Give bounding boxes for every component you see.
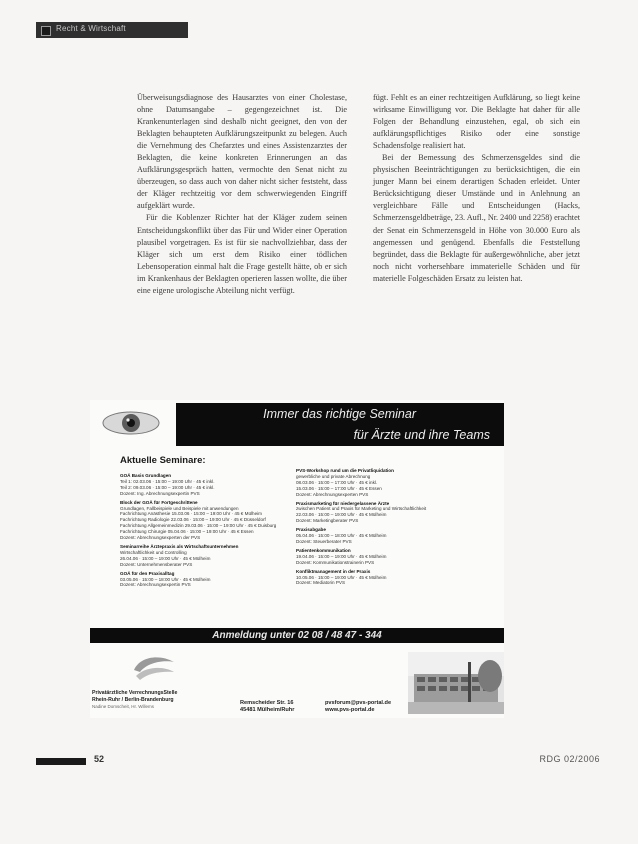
seminar-detail: Dozent: Ing. Abrechnungsexpertin PVS <box>120 490 200 496</box>
page-number: 52 <box>94 754 105 764</box>
issue-label: RDG 02/2006 <box>539 754 600 764</box>
seminar-advertisement <box>90 400 504 718</box>
seminar-detail: 26.04.06 · 15:00 – 19:00 Uhr · 45 € Mülheim <box>120 555 211 561</box>
seminar-detail: Dozent: Kommunikationstrainerin PVS <box>296 559 375 565</box>
article-paragraph: Überweisungsdiagnose des Hausarztes von einer Cholestase, ohne Datumsangabe – gegengezeichnet ist. Die Krankenunterlagen sind deshalb nicht geeignet, den von der Beklagten behaupteten Aufklärungszeitpunkt zu belegen. Auch die Vernehmung des Chefarztes und eines Assistenzarztes der Beklagten, die keine konkreten Erinnerungen an das Aufklärungsgespräch hatten, vermochte den Senat nicht zu überzeugen, so dass auch von daher nicht sicher feststeht, dass der Kläger rechtzeitig vor dem schwerwiegenden Eingriff aufgeklärt wurde. <box>137 93 347 211</box>
company-name <box>92 690 177 703</box>
seminar-detail: Dozent: Abrechnungsexperten PVS <box>296 491 369 497</box>
section-label: Recht & Wirtschaft <box>56 24 126 33</box>
seminar-list-left <box>120 473 276 591</box>
ad-headline-2: für Ärzte und ihre Teams <box>353 428 490 442</box>
email-link[interactable]: pvsforum@pvs-portal.de <box>325 700 392 706</box>
seminar-block <box>120 571 276 589</box>
article-paragraph: fügt. Fehlt es an einer rechtzeitigen Aufklärung, so liegt keine wirksame Einwilligung vor. Die Beklagte hat daher für alle Folgen der Behandlung einzustehen, egal, ob sich ein aufklärungspflichtiges Risiko oder eine sonstige Schadensfolge realisiert hat. <box>373 93 580 151</box>
seminar-detail: Dozent: Mediatorin PVS <box>296 580 346 586</box>
seminar-title: Seminarreihe Ärztepraxis als Wirtschaftsunternehmen <box>120 543 239 549</box>
seminar-detail: Grundlagen, Fallbeispiele und Beispiele mit anwendungen <box>120 505 239 511</box>
footer-strip <box>36 758 86 765</box>
seminar-detail: Teil 1: 02.03.06 · 15:00 – 19:00 Uhr · 45 € inkl. <box>120 478 215 484</box>
address-street: Remscheider Str. 16 <box>240 700 294 706</box>
company-name-line: Rhein-Ruhr / Berlin-Brandenburg <box>92 696 174 703</box>
seminar-detail: 22.03.06 · 15:00 – 19:00 Uhr · 45 € Mülheim <box>296 512 387 518</box>
seminar-block <box>120 500 276 541</box>
seminar-detail: gewerbliche und private Abrechnung <box>296 473 371 479</box>
seminar-detail: 05.04.06 · 15:00 – 18:00 Uhr · 45 € Mülheim <box>296 533 387 539</box>
article-paragraph: Für die Koblenzer Richter hat der Kläger zudem seinen Entscheidungskonflikt über das Für und Wider einer Operation plausibel vorgetragen. Es ist für sie nachvollziehbar, dass der Kläger sich um erst dem Risiko einer tödlichen Lebensoperation einmal halt die Frage gestellt hätte, ob er sich im Krankenhaus der Beklagten operieren lassen wollte, die über eine eigene urologische Abteilung nicht verfügt. <box>137 213 347 295</box>
article-paragraph: Bei der Bemessung des Schmerzensgeldes sind die physischen Beeinträchtigungen zu berücksichtigen, die ein junger Mann bei einem derartigen Schaden erleidet. Unter Berücksichtigung dieser Umstände und in Anlehnung an vergleichbare Fälle und Entscheidungen (Hacks, Schmerzensgeldbeträge, 23. Aufl., Nr. 2400 und 2258) erachtet der Senat ein Schmerzensgeld in Höhe von 30.000 Euro als angemessen und genügend. Ebenfalls die Feststellung begründet, dass die Beklagte für außergewöhnliche, aber jetzt noch nicht vorhersehbare immaterielle Schäden und für materielle Folgeschäden Ersatz zu leisten hat. <box>373 153 580 283</box>
seminar-block <box>120 544 276 568</box>
seminar-block <box>120 473 276 497</box>
seminar-block <box>296 468 426 498</box>
seminar-detail: Teil 2: 09.03.06 · 15:00 – 19:00 Uhr · 45 € inkl. <box>120 484 215 490</box>
section-marker <box>41 26 51 36</box>
seminar-detail: 03.05.06 · 15:00 – 18:00 Uhr · 45 € Mülheim <box>120 576 211 582</box>
article-column-right <box>373 92 580 285</box>
seminar-detail: Fachrichtung Anästhesie 15.03.06 · 15:00 – 19:00 Uhr · 45 € Mülheim <box>120 511 262 517</box>
seminar-title: Praxisabgabe <box>296 527 326 533</box>
ad-section-title: Aktuelle Seminare: <box>120 455 206 466</box>
section-tab <box>36 22 188 38</box>
seminar-detail: Fachrichtung Radiologie 22.03.06 · 15:00 – 19:00 Uhr · 45 € Düsseldorf <box>120 517 266 523</box>
seminar-detail: Dozent: Unternehmensberater PVS <box>120 561 193 567</box>
seminar-detail: Dozent: Abrechnungsexperten der PVS <box>120 535 201 541</box>
company-contact: Nadine Domscheit, Hr. Willems <box>92 704 155 709</box>
pvs-logo-icon <box>130 652 178 682</box>
seminar-title: GOÄ für den Praxisalltag <box>120 570 175 576</box>
seminar-title: Konfliktmanagement in der Praxis <box>296 568 371 574</box>
address-city: 45481 Mülheim/Ruhr <box>240 707 295 713</box>
website-link[interactable]: www.pvs-portal.de <box>325 707 375 713</box>
company-name-line: Privatärztliche VerrechnungsStelle <box>92 690 178 696</box>
registration-bar <box>90 628 504 643</box>
seminar-title: Praxismarketing für niedergelassene Ärzte <box>296 500 390 506</box>
seminar-title: PVS-Workshop rund um die Privatliquidation <box>296 468 394 473</box>
seminar-detail: 15.03.06 · 15:00 – 17:00 Uhr · 45 € Essen <box>296 485 382 491</box>
company-address <box>240 700 294 714</box>
seminar-detail: 10.05.06 · 15:00 – 19:00 Uhr · 45 € Mülheim <box>296 574 387 580</box>
company-online <box>325 700 391 714</box>
ad-headline-box <box>176 403 504 446</box>
seminar-detail: 08.03.06 · 15:00 – 17:00 Uhr · 45 € inkl. <box>296 479 378 485</box>
seminar-detail: Fachrichtung Chirurgie 05.04.06 · 15:00 – 19:00 Uhr · 45 € Essen <box>120 529 254 535</box>
seminar-block <box>296 548 426 566</box>
seminar-title: GOÄ Basis Grundlagen <box>120 473 172 478</box>
eye-logo-icon <box>100 406 162 440</box>
seminar-block <box>296 569 426 587</box>
ad-headline-1: Immer das richtige Seminar <box>263 407 416 421</box>
seminar-detail: Fachrichtung Allgemeinmedizin 29.03.06 · 15:00 – 19:00 Uhr · 45 € Duisburg <box>120 523 277 529</box>
seminar-detail: Dozent: Steuerberater PVS <box>296 538 352 544</box>
article-column-left <box>137 92 347 297</box>
seminar-detail: Wirtschaftlichkeit und Controlling <box>120 549 187 555</box>
seminar-title: Block der GOÄ für Fortgeschrittene <box>120 499 198 505</box>
seminar-detail: Dozent: Marketingberater PVS <box>296 518 359 524</box>
seminar-title: Patientenkommunikation <box>296 547 351 553</box>
seminar-block <box>296 527 426 545</box>
seminar-block <box>296 501 426 525</box>
seminar-detail: Dozent: Abrechnungsexpertin PVS <box>120 582 191 588</box>
building-photo-icon <box>408 652 504 714</box>
seminar-detail: 19.04.06 · 15:00 – 19:00 Uhr · 45 € Mülheim <box>296 553 387 559</box>
seminar-detail: zwischen Patient und Praxis für Marketing und Wirtschaftlichkeit <box>296 506 427 512</box>
registration-phone: Anmeldung unter 02 08 / 48 47 - 344 <box>212 630 382 641</box>
seminar-list-right <box>296 468 426 589</box>
